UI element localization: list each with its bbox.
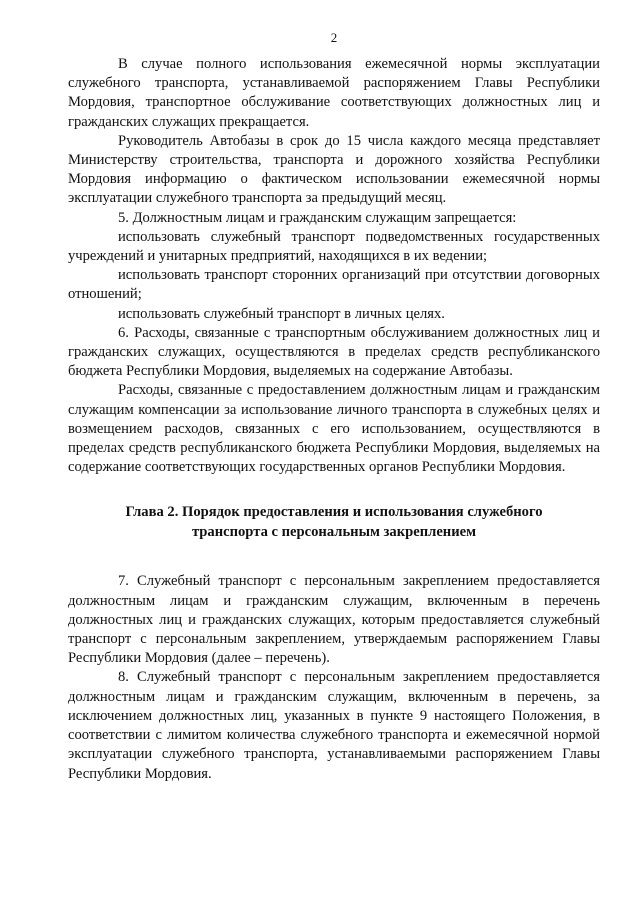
page-number: 2: [330, 30, 338, 45]
paragraph-autobase-report: Руководитель Автобазы в срок до 15 числа каждого месяца представляет Министерству строительства, транспорта и дорожного хозяйства Республики Мордовия информацию о фактическом использовании ежемесячной нормы эксплуатации служебного транспорта за предыдущий месяц.: [68, 132, 600, 207]
paragraph-prohibition-1: использовать служебный транспорт подведомственных государственных учреждений и унитарных предприятий, находящихся в их ведении;: [68, 228, 600, 265]
paragraph-item-7: 7. Служебный транспорт с персональным закреплением предоставляется должностным лицам и гражданским служащим, включенным в перечень должностных лиц и гражданских служащих, которым предоставляется служебный транспорт с персональным закреплением, утверждаемым распоряжением Главы Республики Мордовия (далее – перечень).: [68, 573, 600, 667]
paragraph-item-6: 6. Расходы, связанные с транспортным обслуживанием должностных лиц и гражданских служащих, осуществляются в пределах средств республиканского бюджета Республики Мордовия, выделяемых на содержание Автобазы.: [68, 324, 600, 380]
paragraph-compensation: Расходы, связанные с предоставлением должностным лицам и гражданским служащим компенсации за использование личного транспорта в служебных целях и возмещением расходов, связанных с его использованием, осуществляются в пределах средств республиканского бюджета Республики Мордовия, выделяемых на содержание соответствующих государственных органов Республики Мордовия.: [68, 382, 600, 476]
chapter-heading: [68, 502, 600, 542]
paragraph-item-5: 5. Должностным лицам и гражданским служащим запрещается:: [118, 209, 517, 226]
chapter-heading-line-1: Глава 2. Порядок предоставления и использования служебного: [125, 504, 543, 521]
chapter-heading-line-2: транспорта с персональным закреплением: [191, 524, 477, 541]
paragraph-prohibition-3: использовать служебный транспорт в личных целях.: [118, 305, 445, 322]
paragraph-prohibition-2: использовать транспорт сторонних организаций при отсутствии договорных отношений;: [68, 267, 600, 303]
paragraph-item-8: 8. Служебный транспорт с персональным закреплением предоставляется должностным лицам и гражданским служащим, включенным в перечень, за исключением должностных лиц, указанных в пункте 9 настоящего Положения, в соответствии с лимитом количества служебного транспорта и ежемесячной нормой эксплуатации служебного транспорта, устанавливаемыми распоряжением Главы Республики Мордовия.: [68, 669, 600, 782]
paragraph-norm-exhausted: В случае полного использования ежемесячной нормы эксплуатации служебного транспорта, устанавливаемой распоряжением Главы Республики Мордовия, транспортное обслуживание соответствующих должностных лиц и гражданских служащих прекращается.: [68, 56, 600, 130]
